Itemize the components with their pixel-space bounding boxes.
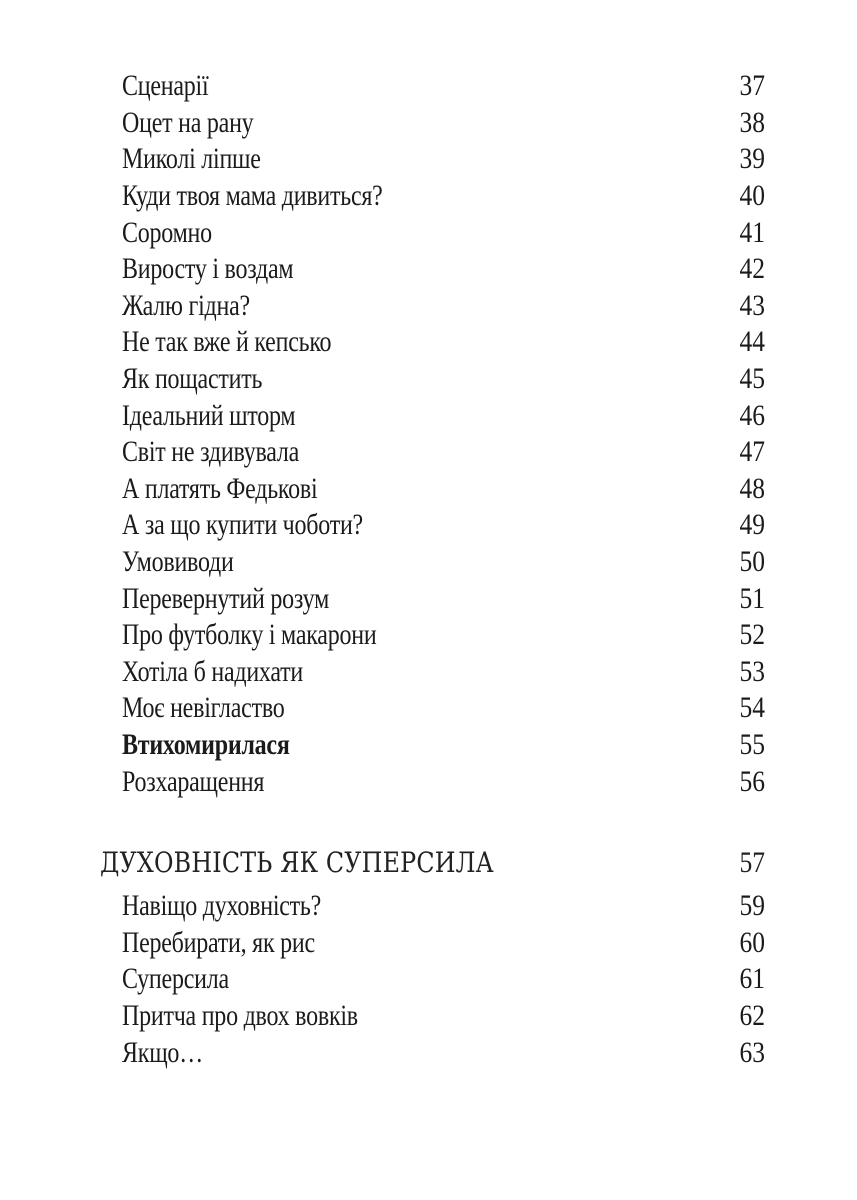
toc-entry-page-number: 45	[739, 362, 765, 396]
toc-entry-title: Хотіла б надихати	[122, 654, 304, 688]
toc-entry-page-number: 53	[739, 654, 765, 688]
toc-entry-title: Моє невігластво	[122, 691, 285, 725]
toc-row	[122, 998, 765, 1035]
toc-entry-page-number: 42	[739, 252, 765, 286]
toc-row	[122, 961, 765, 998]
toc-row	[122, 580, 765, 617]
toc-entry-title: Жалю гідна?	[122, 288, 250, 322]
toc-entry-title: Виросту і воздам	[122, 252, 294, 286]
toc-entry-title: Втихомирилася	[122, 727, 290, 761]
toc-entry-page-number: 43	[739, 288, 765, 322]
toc-entry-title: Перебирати, як рис	[122, 925, 315, 959]
toc-entry-title: Сценарії	[122, 69, 209, 103]
toc-row	[122, 214, 765, 251]
toc-row	[122, 654, 765, 691]
toc-row	[122, 924, 765, 961]
toc-entry-page-number: 59	[739, 889, 765, 923]
toc-row	[122, 690, 765, 727]
toc-row	[122, 763, 765, 800]
toc-entry-page-number: 63	[739, 1035, 765, 1069]
toc-entry-title: Не так вже й кепсько	[122, 325, 332, 359]
toc-entry-page-number: 38	[739, 105, 765, 139]
toc-entry-title: Перевернутий розум	[122, 581, 330, 615]
toc-entry-page-number: 37	[739, 69, 765, 103]
toc-entry-title: Навіщо духовність?	[122, 889, 322, 923]
toc-row	[122, 141, 765, 178]
toc-entry-title: Світ не здивувала	[122, 435, 300, 469]
toc-entry-page-number: 55	[739, 727, 765, 761]
toc-entry-page-number: 52	[739, 618, 765, 652]
toc-entry-page-number: 51	[739, 581, 765, 615]
toc-entry-title: Ідеальний шторм	[122, 398, 296, 432]
toc-entry-title: Миколі ліпше	[122, 142, 261, 176]
toc-row	[122, 617, 765, 654]
toc-section-page-number: 57	[739, 845, 765, 879]
toc-entry-title: Умовиводи	[122, 545, 234, 579]
toc-entry-page-number: 60	[739, 925, 765, 959]
toc-entry-page-number: 44	[739, 325, 765, 359]
toc-row	[122, 471, 765, 508]
toc-row	[122, 727, 765, 764]
toc-entry-page-number: 41	[739, 215, 765, 249]
toc-row	[122, 888, 765, 925]
toc-entry-title: Якщо…	[122, 1035, 203, 1069]
toc-entry-page-number: 46	[739, 398, 765, 432]
toc-entry-title: Розхаращення	[122, 764, 265, 798]
toc-entry-title: Суперсила	[122, 962, 229, 996]
toc-entry-page-number: 49	[739, 508, 765, 542]
toc-entry-page-number: 40	[739, 179, 765, 213]
toc-entry-page-number: 50	[739, 545, 765, 579]
toc-row	[122, 324, 765, 361]
toc-row	[122, 251, 765, 288]
toc-entry-page-number: 54	[739, 691, 765, 725]
toc-row	[122, 397, 765, 434]
toc-row	[122, 507, 765, 544]
toc-entry-page-number: 39	[739, 142, 765, 176]
toc-entry-title: Про футболку і макарони	[122, 618, 377, 652]
toc-entry-page-number: 47	[739, 435, 765, 469]
toc-entry-page-number: 61	[739, 962, 765, 996]
toc-entry-title: Соромно	[122, 215, 212, 249]
toc-row	[122, 68, 765, 105]
toc-entry-title: А за що купити чоботи?	[122, 508, 363, 542]
toc-entry-page-number: 48	[739, 471, 765, 505]
toc-entry-title: А платять Федькові	[122, 471, 318, 505]
toc-entry-title: Як пощастить	[122, 362, 263, 396]
toc-row	[122, 434, 765, 471]
toc-row	[122, 288, 765, 325]
toc-section-row	[100, 842, 765, 884]
toc-entry-page-number: 62	[739, 998, 765, 1032]
toc-entry-title: Притча про двох вовків	[122, 998, 358, 1032]
toc-entry-title: Оцет на рану	[122, 105, 254, 139]
toc-row	[122, 1034, 765, 1071]
toc-entry-page-number: 56	[739, 764, 765, 798]
toc-section-title: ДУХОВНІСТЬ ЯК СУПЕРСИЛА	[100, 845, 494, 879]
toc-row	[122, 361, 765, 398]
toc-row	[122, 544, 765, 581]
toc-row	[122, 105, 765, 142]
toc-entry-title: Куди твоя мама дивиться?	[122, 179, 383, 213]
toc-row	[122, 178, 765, 215]
